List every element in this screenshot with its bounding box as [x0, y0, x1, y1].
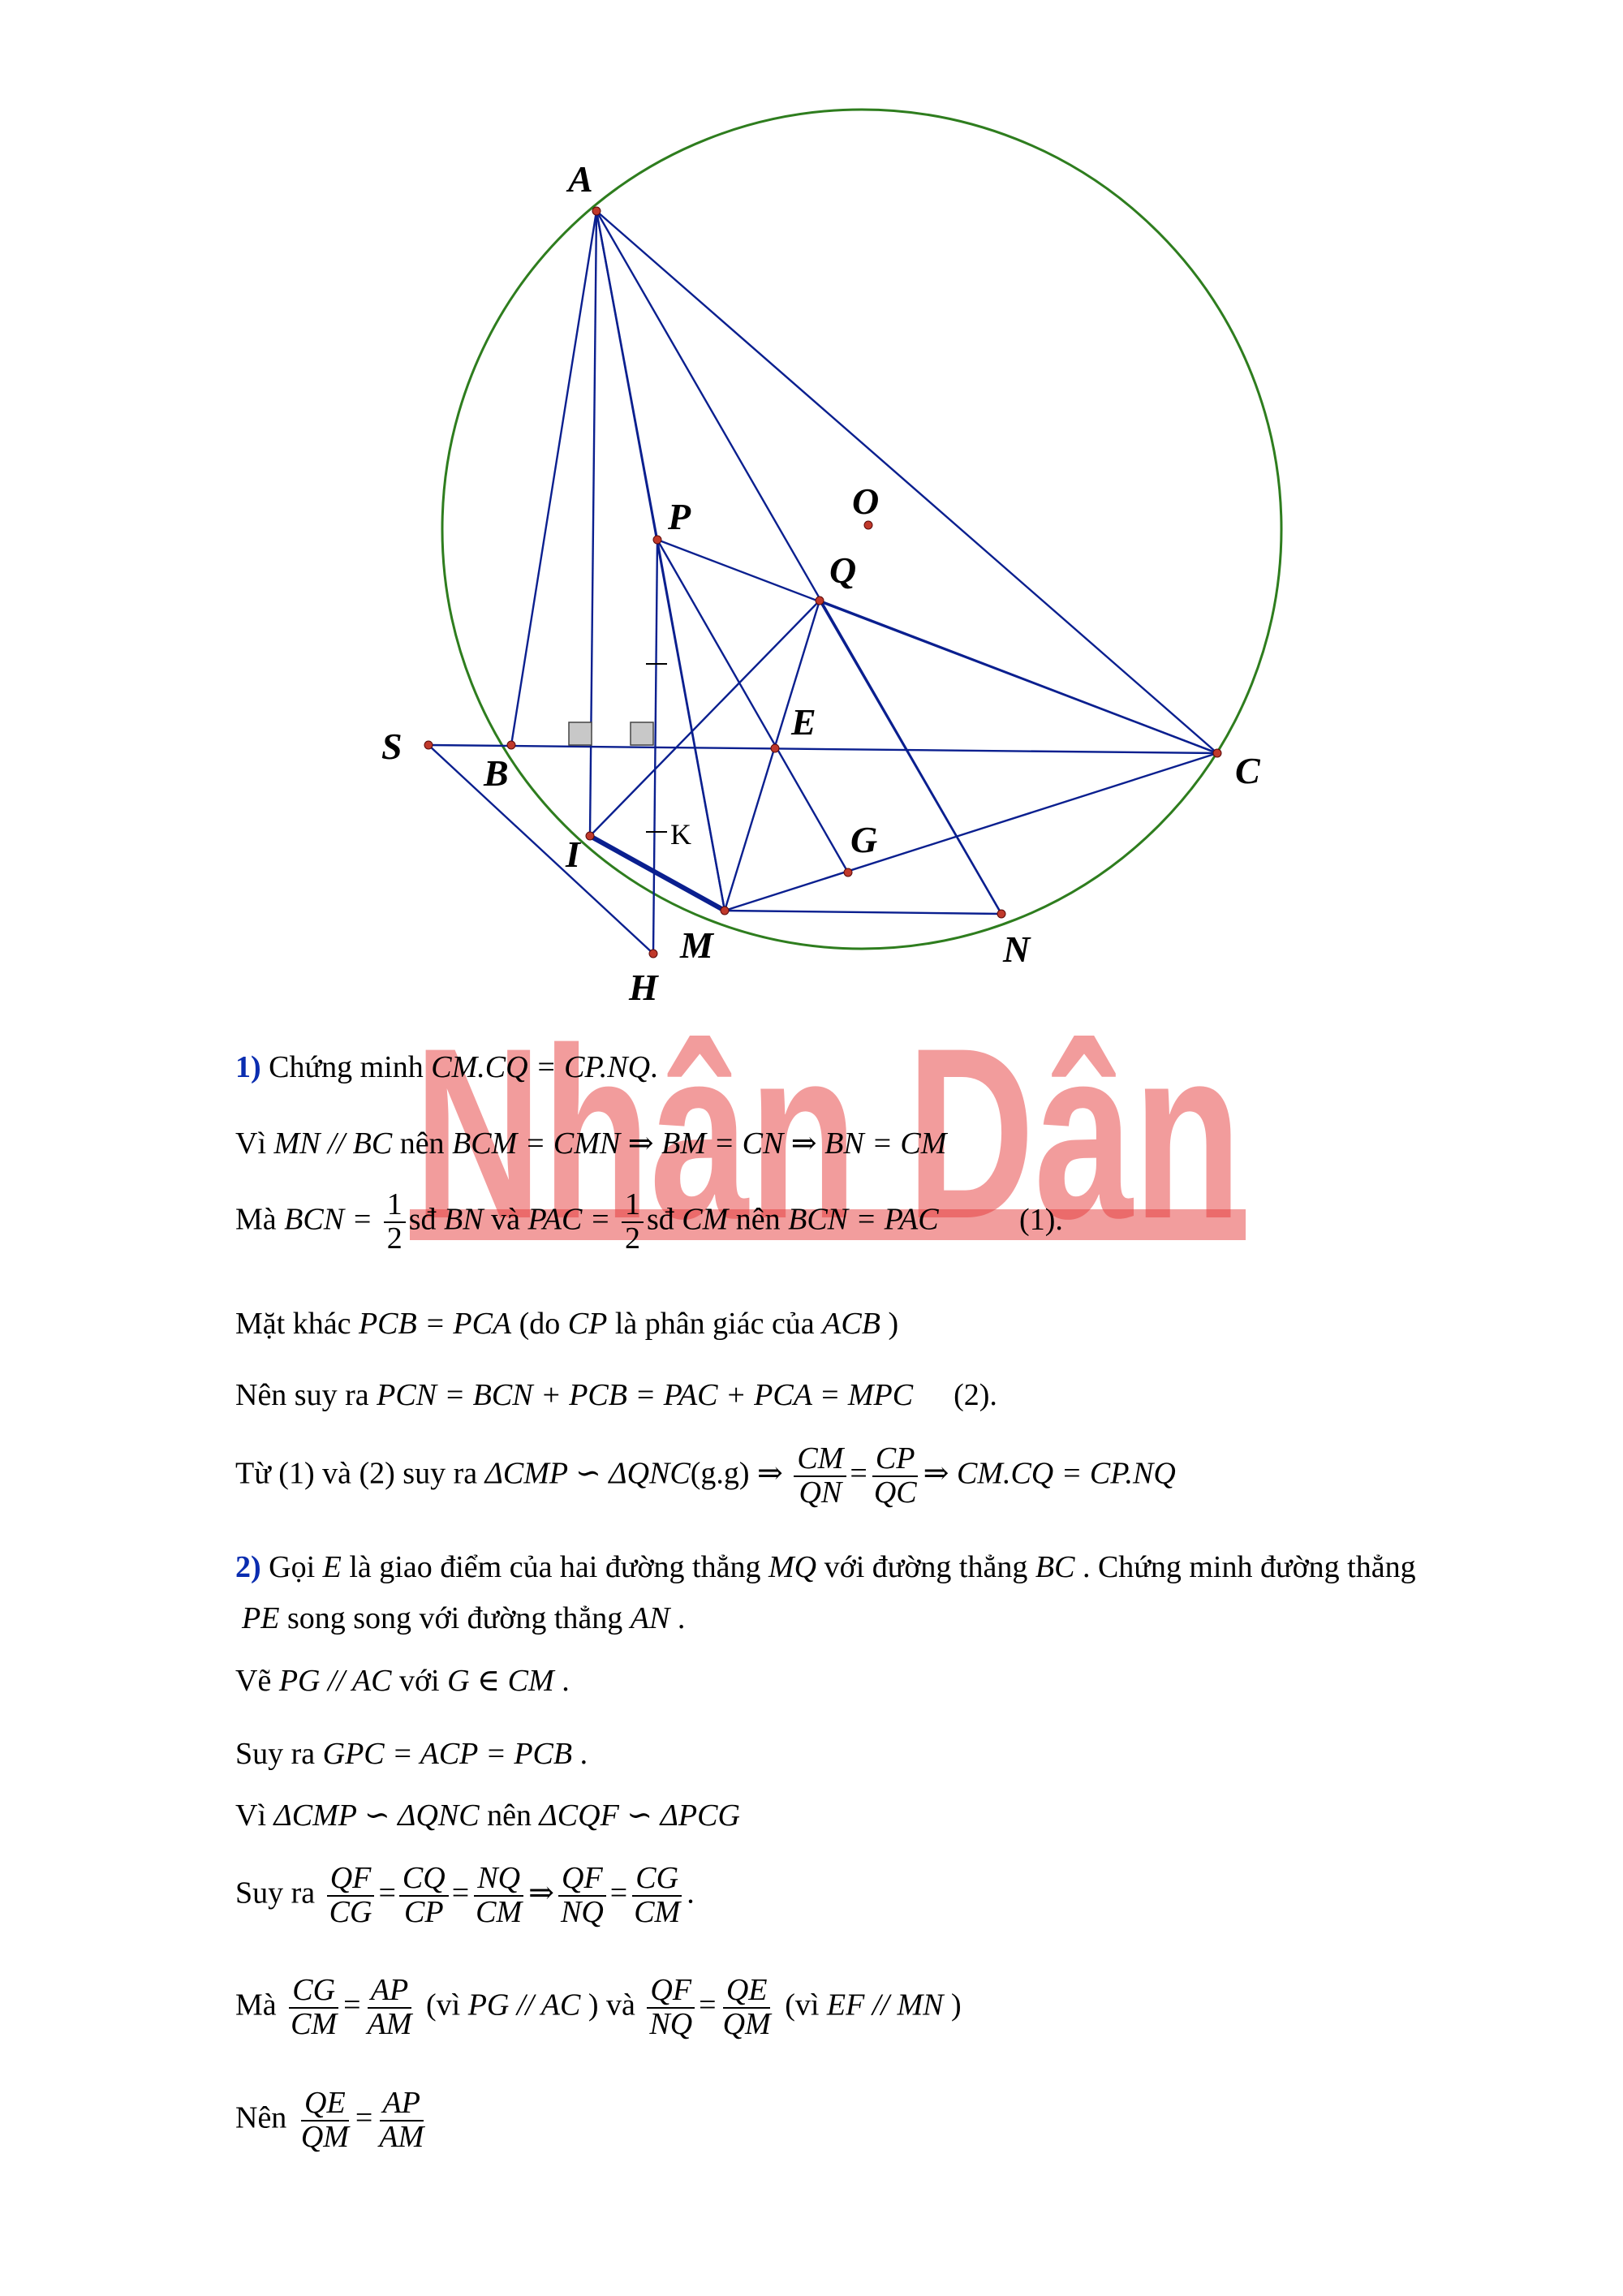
label-a: A	[568, 158, 593, 200]
segment-sc	[428, 745, 1217, 753]
point-p	[653, 536, 661, 544]
fraction: $\frac{CG}{CM}$	[291, 1973, 338, 2041]
label-b: B	[484, 752, 509, 794]
part1-heading: 1) Chứng minh CM.CQ = CP.NQ.	[235, 1050, 658, 1084]
label-k: K	[670, 818, 691, 851]
point-e	[771, 744, 779, 752]
segment-mc	[725, 753, 1217, 911]
label-h: H	[629, 967, 658, 1008]
point-g	[844, 868, 852, 877]
label-p: P	[668, 496, 691, 537]
label-o: O	[852, 480, 880, 522]
label-e: E	[791, 701, 816, 743]
figure-points	[424, 207, 1221, 958]
fraction: $\frac{AP}{AM}$	[367, 1973, 412, 2041]
label-s: S	[381, 726, 403, 767]
proof-line-1: Vì MN // BC nên BCM = CMN ⇒ BM = CN ⇒ BN = CM	[235, 1126, 947, 1161]
segment-ac	[596, 211, 1217, 753]
proof-line-4: Nên suy ra PCN = BCN + PCB = PAC + PCA = MPC (2).	[235, 1378, 997, 1412]
point-m	[721, 907, 729, 915]
segment-pm	[657, 540, 725, 911]
proof2-line-3: Vì ΔCMP ∽ ΔQNC nên ΔCQF ∽ ΔPCG	[235, 1798, 740, 1833]
label-q: Q	[829, 549, 857, 591]
point-n	[997, 910, 1005, 918]
point-h	[649, 950, 657, 958]
fraction: $\frac{QF}{CG}$	[326, 1863, 376, 1929]
segment-ap	[596, 211, 657, 540]
label-c: C	[1235, 750, 1260, 791]
fraction: $\frac{1}{2}$	[384, 1189, 406, 1256]
part2-heading-cont: PE song song với đường thẳng AN .	[242, 1601, 686, 1635]
point-c	[1213, 749, 1221, 757]
fraction: $\frac{1}{2}$	[622, 1189, 644, 1256]
label-m: M	[680, 924, 713, 966]
point-q	[816, 597, 824, 605]
proof2-line-6: Nên $\frac{QE}{QM}$ = $\frac{AP}{AM}$	[235, 2087, 430, 2154]
segment-sh	[428, 745, 653, 954]
proof-line-5: Từ (1) và (2) suy ra ΔCMP ∽ ΔQNC(g.g) ⇒ $\frac{CM}{QN}$ = $\frac{CP}{QC}$ ⇒ CM.CQ = CP.NQ	[235, 1441, 1176, 1510]
figure-lines	[428, 211, 1217, 954]
proof-line-2: Mà BCN = $\frac{1}{2}$ sđ BN và PAC = $\frac{1}{2}$ sđ CM nên BCN = PAC (1).	[235, 1187, 1063, 1256]
part2-heading: 2) Gọi E là giao điểm của hai đường thẳng MQ với đường thẳng BC . Chứng minh đường thẳng	[235, 1550, 1416, 1584]
proof2-line-1: Vẽ PG // AC với G ∈ CM .	[235, 1664, 570, 1698]
proof-line-3: Mặt khác PCB = PCA (do CP là phân giác của ACB )	[235, 1307, 899, 1341]
fraction: $\frac{QF}{NQ}$	[558, 1863, 607, 1929]
point-a	[592, 207, 601, 215]
point-i	[586, 832, 594, 840]
point-o	[864, 521, 872, 529]
label-n: N	[1003, 928, 1031, 970]
point-b	[507, 741, 515, 749]
segment-qn	[820, 601, 1001, 914]
fraction: $\frac{CP}{QC}$	[873, 1441, 917, 1510]
fraction: $\frac{QF}{NQ}$	[646, 1975, 695, 2041]
fraction: $\frac{QE}{QM}$	[722, 1973, 771, 2041]
proof2-line-5: Mà $\frac{CG}{CM}$ = $\frac{AP}{AM}$ (vì PG // AC ) và $\frac{QF}{NQ}$ = $\frac{QE}{QM}$ (vì EF // MN )	[235, 1973, 962, 2041]
segment-qc	[820, 601, 1217, 753]
segment-ab	[511, 211, 596, 745]
label-g: G	[850, 819, 878, 860]
right-angle-mark	[631, 722, 653, 745]
proof2-line-2: Suy ra GPC = ACP = PCB .	[235, 1737, 588, 1771]
geometry-figure	[0, 0, 1623, 1014]
fraction: $\frac{NQ}{CM}$	[476, 1861, 523, 1929]
fraction: $\frac{AP}{AM}$	[379, 2086, 424, 2154]
fraction: $\frac{CM}{QN}$	[794, 1443, 846, 1510]
label-i: I	[566, 834, 580, 875]
point-s	[424, 741, 433, 749]
segment-im-bold	[590, 836, 725, 911]
fraction: $\frac{QE}{QM}$	[300, 2086, 349, 2154]
segment-mn	[725, 911, 1001, 914]
right-angle-mark	[569, 722, 592, 745]
segment-qm	[725, 601, 820, 911]
fraction: $\frac{CG}{CM}$	[634, 1861, 681, 1929]
watermark-text: Nhân Dân	[414, 1014, 1242, 1269]
fraction: $\frac{CQ}{CP}$	[399, 1863, 449, 1929]
proof2-line-4: Suy ra $\frac{QF}{CG}$ = $\frac{CQ}{CP}$ = $\frac{NQ}{CM}$ ⇒ $\frac{QF}{NQ}$ = $\frac{CG}{CM}$ .	[235, 1861, 695, 1929]
